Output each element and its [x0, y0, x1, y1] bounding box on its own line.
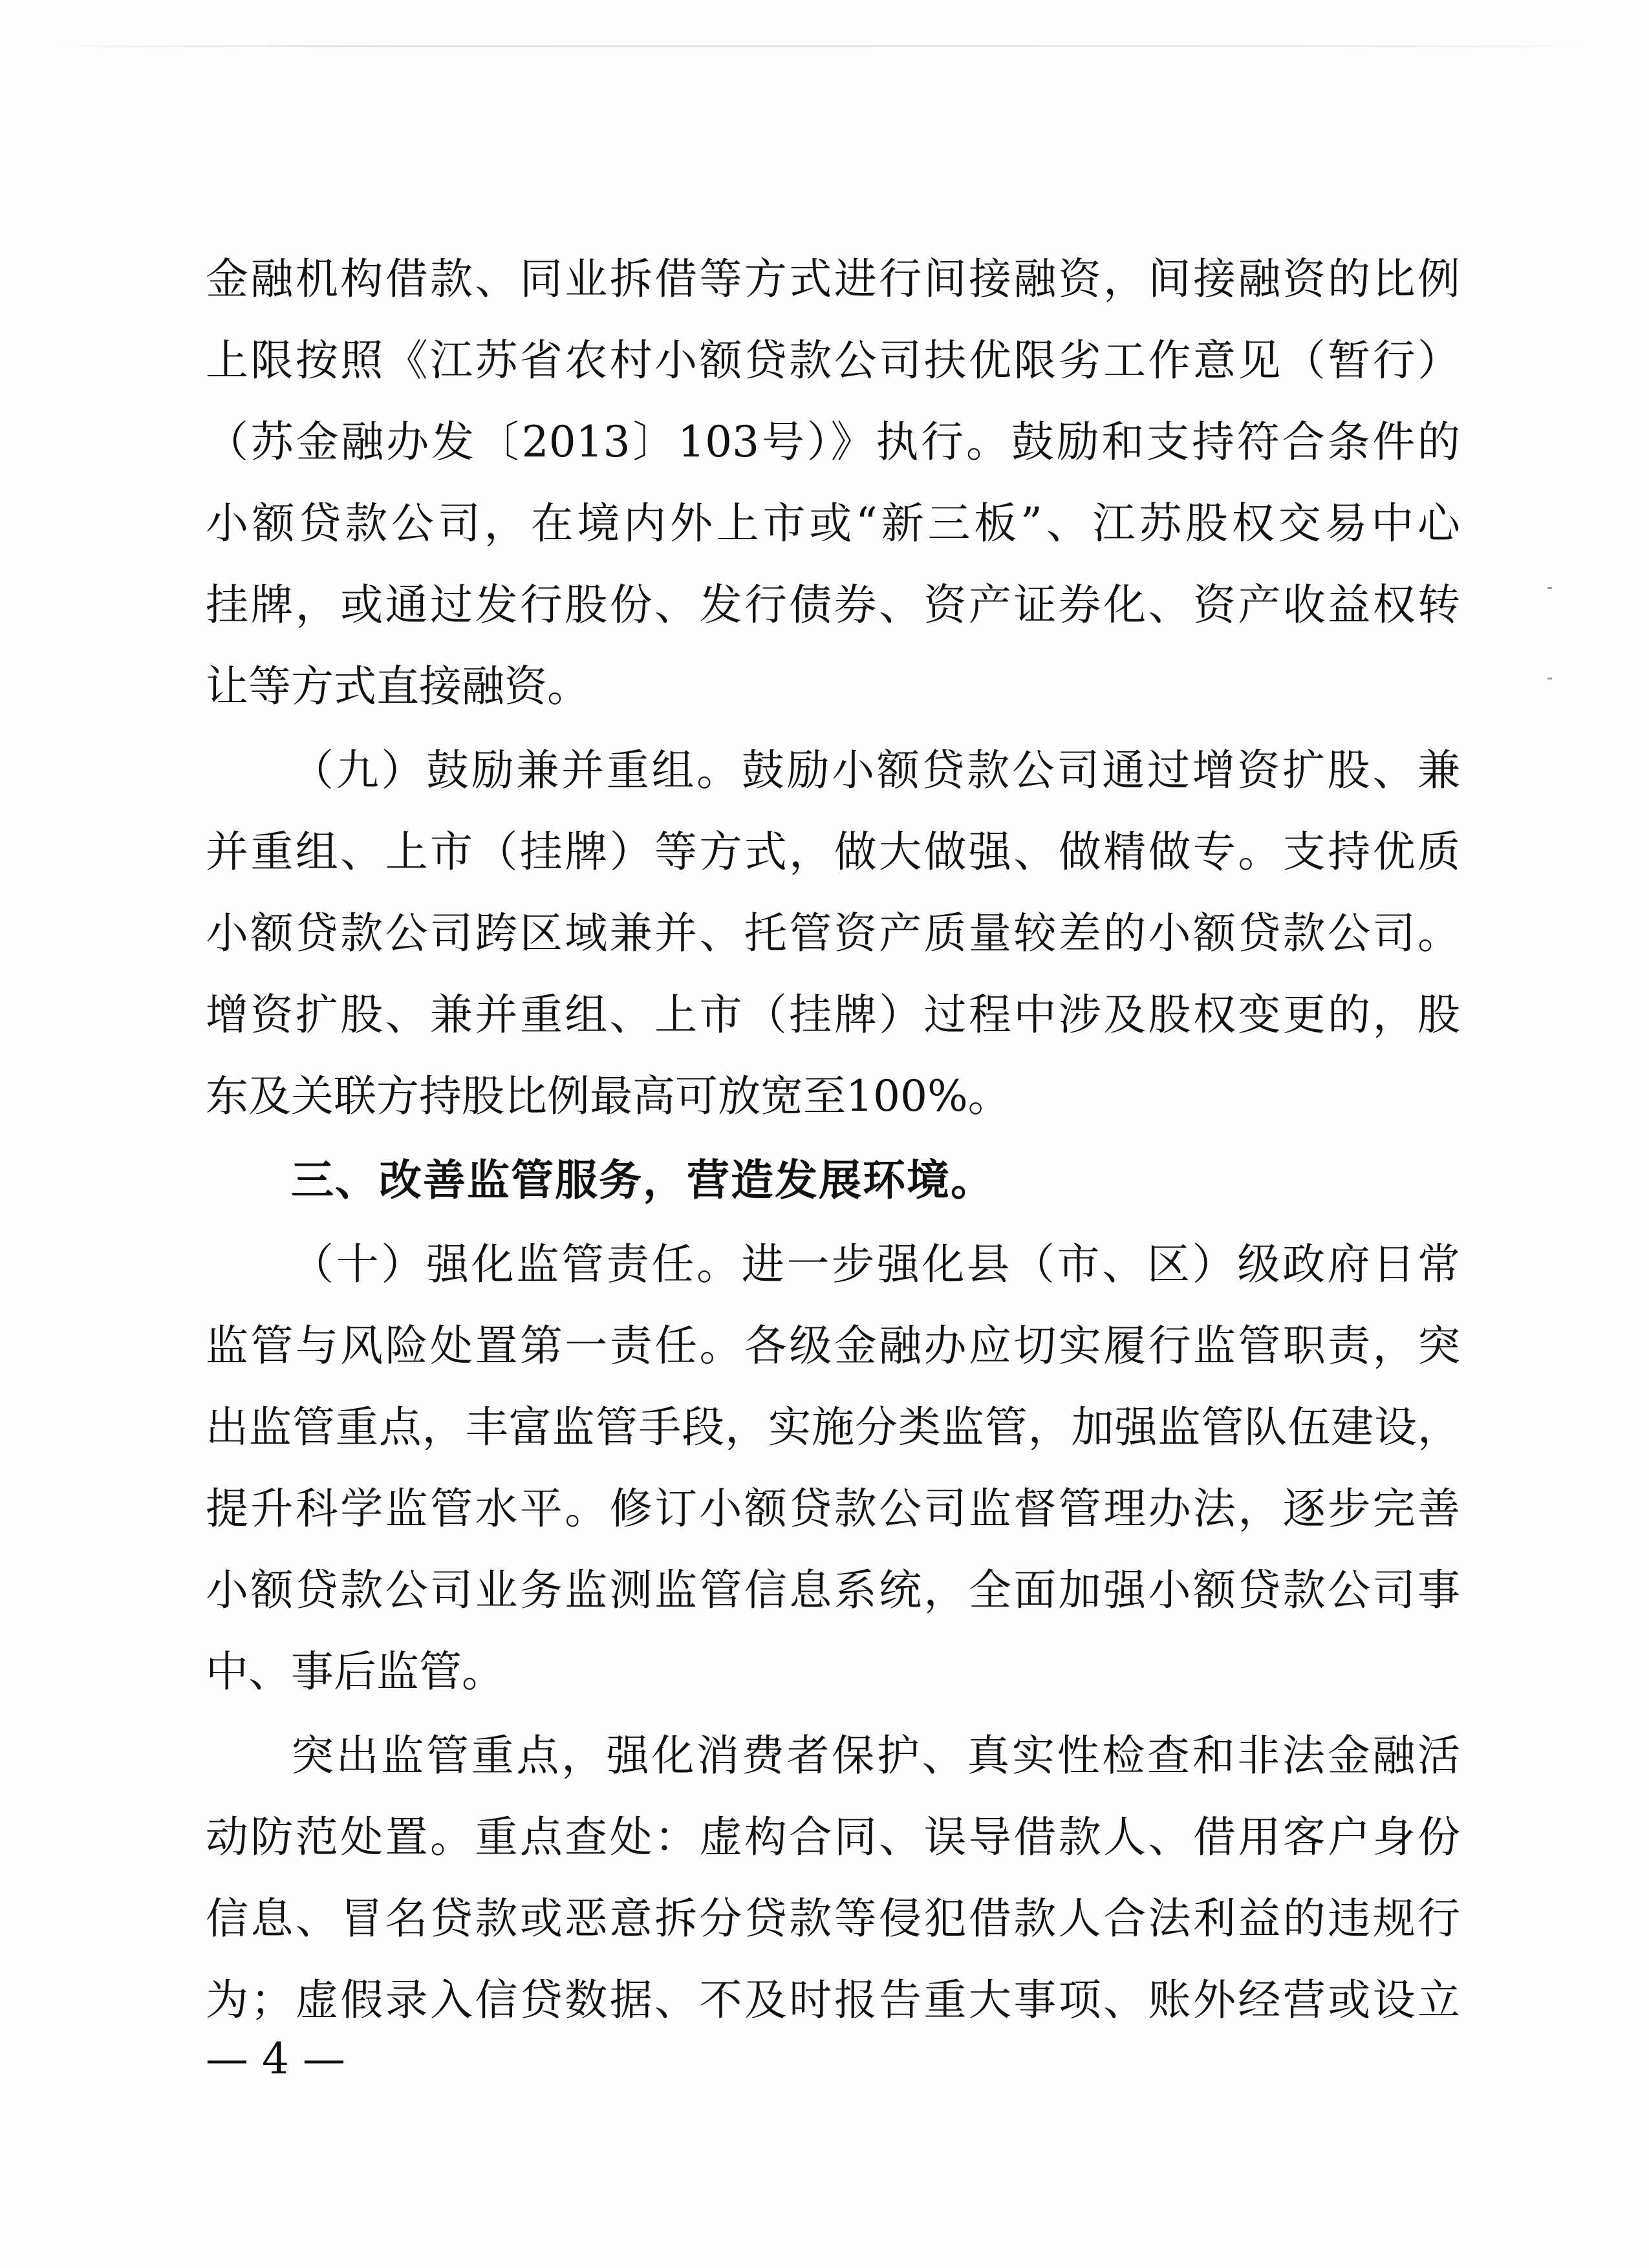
- text-line: 监管与风险处置第一责任。各级金融办应切实履行监管职责，突: [206, 1321, 1460, 1371]
- text-line: （苏金融办发〔2013〕103号）》执行。鼓励和支持符合条件的: [206, 417, 1460, 467]
- scan-edge: [26, 45, 1623, 47]
- paragraph-first-line: （九）鼓励兼并重组。鼓励小额贷款公司通过增资扩股、兼: [291, 745, 1460, 795]
- text-line: 并重组、上市（挂牌）等方式，做大做强、做精做专。支持优质: [206, 827, 1460, 877]
- text-line: 小额贷款公司，在境内外上市或“新三板”、江苏股权交易中心: [206, 498, 1460, 548]
- text-line: 增资扩股、兼并重组、上市（挂牌）过程中涉及股权变更的，股: [206, 990, 1460, 1040]
- text-line: 小额贷款公司业务监测监管信息系统，全面加强小额贷款公司事: [206, 1565, 1460, 1615]
- text-line: 信息、冒名贷款或恶意拆分贷款等侵犯借款人合法利益的违规行: [206, 1894, 1460, 1943]
- text-line: 为；虚假录入信贷数据、不及时报告重大事项、账外经营或设立: [206, 1975, 1460, 2025]
- text-line: 中、事后监管。: [206, 1647, 504, 1696]
- text-line: 动防范处置。重点查处：虚构合同、误导借款人、借用客户身份: [206, 1812, 1460, 1862]
- text-line: 金融机构借款、同业拆借等方式进行间接融资，间接融资的比例: [206, 254, 1460, 304]
- text-line: 让等方式直接融资。: [206, 661, 590, 711]
- scan-speck: [1547, 587, 1552, 589]
- text-line: 上限按照《江苏省农村小额贷款公司扶优限劣工作意见（暂行）: [206, 336, 1460, 385]
- text-line: 出监管重点，丰富监管手段，实施分类监管，加强监管队伍建设，: [206, 1402, 1460, 1452]
- scan-speck: [1547, 678, 1552, 679]
- paragraph-first-line: （十）强化监管责任。进一步强化县（市、区）级政府日常: [291, 1239, 1460, 1289]
- paragraph-first-line: 突出监管重点，强化消费者保护、真实性检查和非法金融活: [291, 1731, 1460, 1781]
- text-line: 提升科学监管水平。修订小额贷款公司监督管理办法，逐步完善: [206, 1484, 1460, 1534]
- section-heading: 三、改善监管服务，营造发展环境。: [291, 1155, 995, 1205]
- page-number: — 4 —: [206, 2034, 345, 2084]
- text-line: 挂牌，或通过发行股份、发行债券、资产证券化、资产收益权转: [206, 580, 1460, 630]
- text-line: 小额贷款公司跨区域兼并、托管资产质量较差的小额贷款公司。: [206, 908, 1460, 958]
- text-line: 东及关联方持股比例最高可放宽至100%。: [206, 1071, 1011, 1121]
